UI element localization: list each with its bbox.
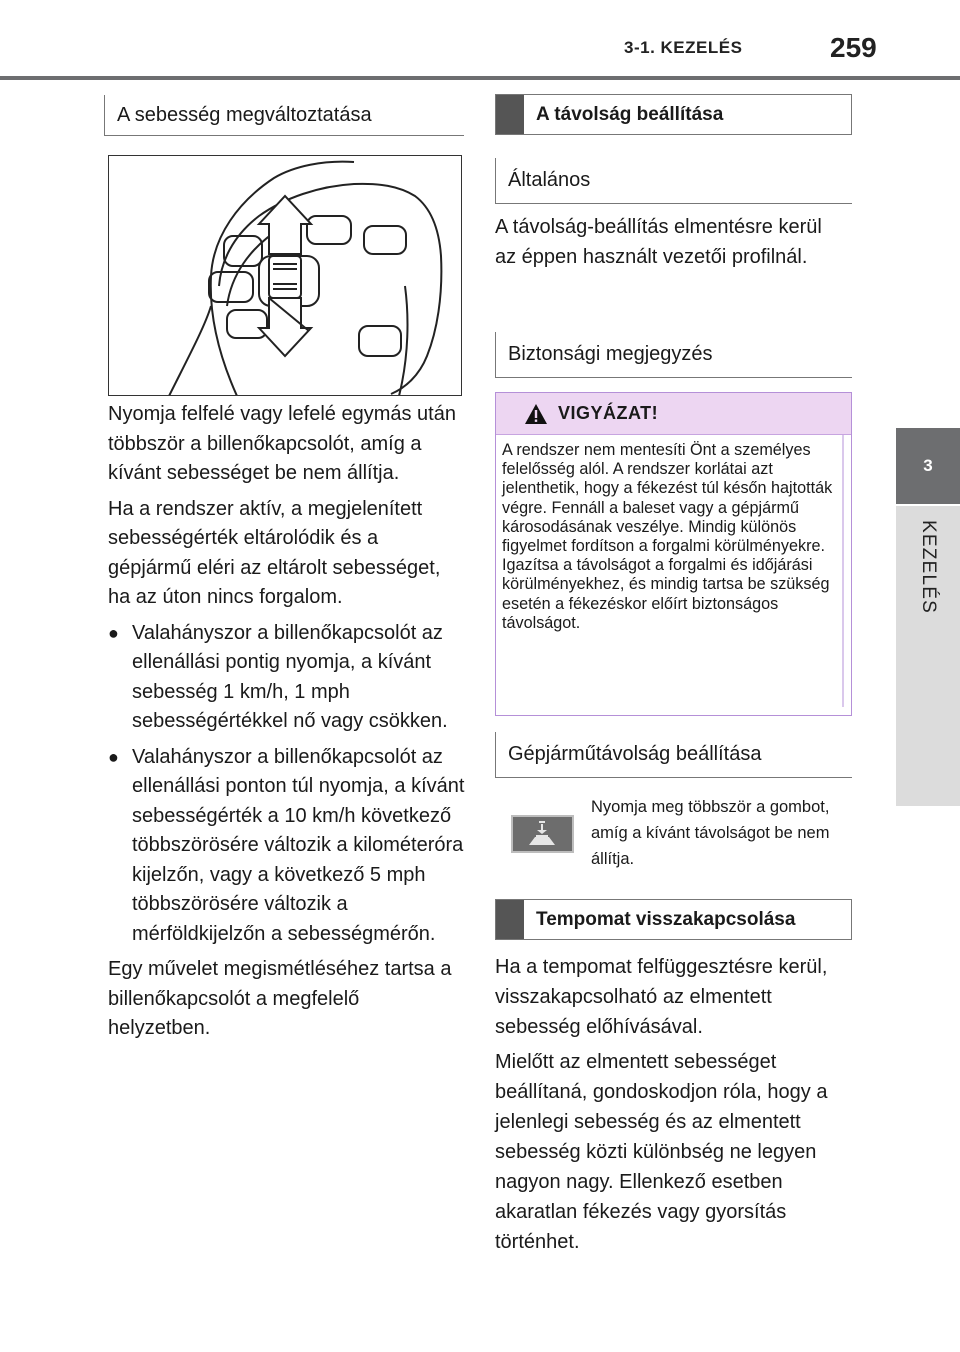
paragraph: Ha a rendszer aktív, a megjelenített sebességérték eltárolódik és a gépjármű eléri az eltárolt sebességet, ha az úton nincs forgalom. (108, 497, 441, 608)
distance-setting-heading (495, 94, 852, 135)
resume-text (495, 952, 845, 1257)
warning-header (496, 393, 851, 435)
warning-triangle-icon (524, 403, 548, 425)
resume-heading-text: Tempomat visszakapcsolása (536, 908, 796, 930)
heading-marker (496, 900, 524, 939)
bullet-item: ● Valahányszor a billenőkapcsolót az ellenállási pontig nyomja, a kívánt sebesség 1 km/h, 1 mph sebességértékkel nő vagy csökken. (108, 619, 466, 737)
vehicle-distance-heading (495, 732, 852, 778)
general-heading (495, 158, 852, 204)
page-number: 259 (830, 32, 877, 63)
vehicle-distance-text: Nyomja meg többször a gombot, amíg a kívánt távolságot be nem állítja. (591, 798, 830, 868)
chapter-number-tab: 3 (896, 428, 960, 504)
paragraph: Ha a tempomat felfüggesztésre kerül, visszakapcsolható az elmentett sebesség előhívásával. (495, 956, 828, 1038)
safety-note-heading-text: Biztonsági megjegyzés (508, 343, 713, 365)
warning-text: A rendszer nem mentesíti Önt a személyes felelősség alól. A rendszer korlátai azt jelenthetik, hogy a fékezést túl későn hajtották végre. Fennáll a baleset vagy a gépjármű károsodásának veszélye. Mindig különös figyelmet fordítson a forgalmi körülményekre. Igazítsa a távolságot a forgalmi és időjárási körülményekhez, és mindig tartsa be szükség esetén a fékezéskor előírt biztonságos távolságot. (502, 441, 833, 632)
speed-change-heading-text: A sebesség megváltoztatása (117, 103, 372, 126)
paragraph: Nyomja felfelé vagy lefelé egymás után többször a billenőkapcsolót, amíg a kívánt sebességet be nem állítja. (108, 403, 456, 484)
resume-heading (495, 899, 852, 940)
steering-wheel-switch-illustration (108, 155, 462, 396)
paragraph: Mielőtt az elmentett sebességet beállítaná, gondoskodjon róla, hogy a jelenlegi sebesség és az elmentett sebesség közti különbség ne legyen nagyon nagy. Ellenkező esetben akaratlan fékezés vagy gyorsítás történhet. (495, 1051, 828, 1253)
chapter-label (892, 520, 960, 640)
general-heading-text: Általános (508, 169, 591, 191)
speed-change-heading (104, 95, 464, 136)
section-title: 3-1. KEZELÉS (624, 38, 743, 57)
distance-setting-heading-text: A távolság beállítása (536, 103, 724, 125)
distance-button-icon (511, 815, 574, 853)
header-divider (0, 76, 960, 80)
warning-box (495, 392, 852, 716)
heading-marker (496, 95, 524, 134)
warning-body (496, 435, 851, 715)
vehicle-distance-heading-text: Gépjárműtávolság beállítása (508, 743, 762, 765)
speed-change-text (108, 400, 466, 1044)
chapter-label-text: KEZELÉS (918, 520, 939, 614)
bullet-item: ● Valahányszor a billenőkapcsolót az ellenállási ponton túl nyomja, a kívánt sebességérték a 10 km/h következő többszörösére változik a kilométeróra kijelzőn, vagy a következő 5 mph többszörösére változik a mérföldkijelzőn a sebességmérőn. (108, 743, 466, 950)
distance-car-icon (513, 817, 572, 851)
paragraph: Egy művelet megismétléséhez tartsa a billenőkapcsolót a megfelelő helyzetben. (108, 958, 452, 1039)
safety-note-heading (495, 332, 852, 378)
warning-title: VIGYÁZAT! (558, 403, 659, 423)
general-text: A távolság-beállítás elmentésre kerül az éppen használt vezetői profilnál. (495, 216, 822, 268)
rocker-switch-drawing (109, 156, 462, 396)
